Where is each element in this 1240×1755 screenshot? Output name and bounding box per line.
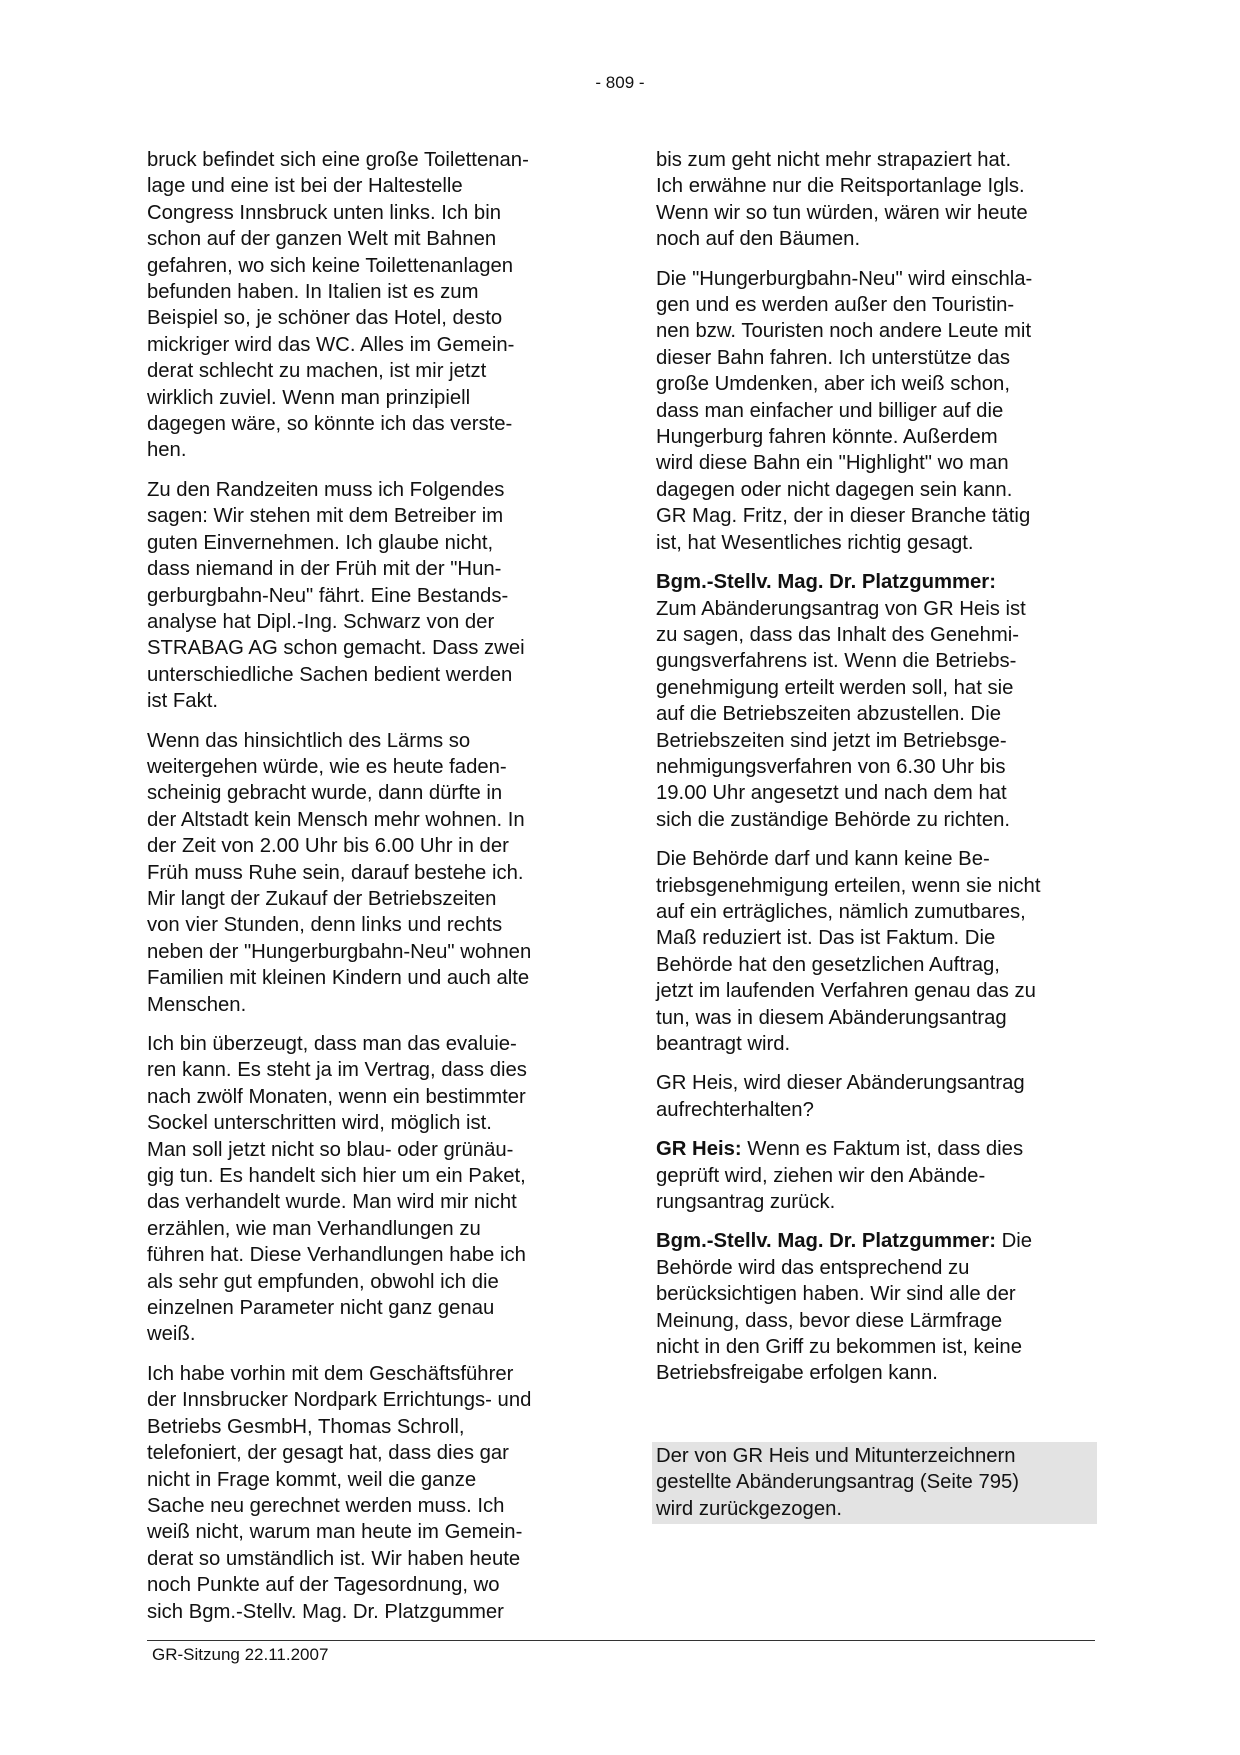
speaker-name: GR Heis: — [656, 1138, 742, 1161]
paragraph: Die Behörde darf und kann keine Be- triebsgenehmigung erteilen, wenn sie nicht auf ein erträgliches, nämlich zumutbares, Maß reduziert ist. Das ist Faktum. Die Behörde hat den gesetzlichen Auftrag, jetzt im laufenden Verfahren genau das zu tun, was in diesem Abänderungsantrag beantragt wird. — [656, 848, 1041, 1055]
speaker-paragraph — [656, 1228, 1101, 1386]
page-number: - 809 - — [595, 73, 645, 92]
speaker-paragraph — [656, 569, 1101, 833]
paragraph: Wenn das hinsichtlich des Lärms so weitergehen würde, wie es heute faden- scheinig gebracht wurde, dann dürfte in der Altstadt kein Mensch mehr wohnen. In der Zeit von 2.00 Uhr bis 6.00 Uhr in der Früh muss Ruhe sein, darauf bestehe ich. Mir langt der Zukauf der Betriebszeiten von vier Stunden, denn links und rechts neben der "Hungerburgbahn-Neu" wohnen Familien mit kleinen Kindern und auch alte Menschen. — [147, 729, 532, 1016]
paragraph: GR Heis, wird dieser Abänderungsantrag aufrechterhalten? — [656, 1072, 1025, 1121]
spacer — [656, 1400, 1101, 1442]
speaker-name: Bgm.-Stellv. Mag. Dr. Platzgummer: — [656, 571, 996, 594]
speech-text: Zum Abänderungsantrag von GR Heis ist zu sagen, dass das Inhalt des Genehmi- gungsverfahrens ist. Wenn die Betriebs- genehmigung erteilt werden soll, hat sie auf die Betriebszeiten abzustellen. Die Betriebszeiten sind jetzt im Betriebsge- nehmigungsverfahren von 6.30 Uhr bis 19.00 Uhr angesetzt und nach dem hat sich die zuständige Behörde zu richten. — [656, 597, 1026, 831]
paragraph: bis zum geht nicht mehr strapaziert hat. Ich erwähne nur die Reitsportanlage Igls. Wenn wir so tun würden, wären wir heute noch auf den Bäumen. — [656, 149, 1028, 251]
paragraph: Die "Hungerburgbahn-Neu" wird einschla- gen und es werden außer den Touristin- nen bzw. Touristen noch andere Leute mit dieser Bahn fahren. Ich unterstütze das große Umdenken, aber ich weiß schon, dass man einfacher und billiger auf die Hungerburg fahren könnte. Außerdem wird diese Bahn ein "Highlight" wo man dagegen oder nicht dagegen sein kann. GR Mag. Fritz, der in dieser Branche tätig ist, hat Wesentliches richtig gesagt. — [656, 267, 1033, 554]
paragraph: bruck befindet sich eine große Toilettenan- lage und eine ist bei der Haltestelle Congress Innsbruck unten links. Ich bin schon auf der ganzen Welt mit Bahnen gefahren, wo sich keine Toilettenanlagen befunden haben. In Italien ist es zum Beispiel so, je schöner das Hotel, desto mickriger wird das WC. Alles im Gemein- derat schlecht zu machen, ist mir jetzt wirklich zuviel. Wenn man prinzipiell dagegen wäre, so könnte ich das verste- hen. — [147, 149, 529, 462]
speaker-paragraph — [656, 1136, 1101, 1215]
footer-text: GR-Sitzung 22.11.2007 — [152, 1645, 329, 1664]
right-column — [656, 147, 1101, 1524]
speech-text: Wenn es Faktum ist, dass dies geprüft wird, ziehen wir den Abände- rungsantrag zurück. — [656, 1138, 1024, 1214]
paragraph: Ich habe vorhin mit dem Geschäftsführer der Innsbrucker Nordpark Errichtungs- und Betriebs GesmbH, Thomas Schroll, telefoniert, der gesagt hat, dass dies gar nicht in Frage kommt, weil die ganze Sache neu gerechnet werden muss. Ich weiß nicht, warum man heute im Gemein- derat so umständlich ist. Wir haben heute noch Punkte auf der Tagesordnung, wo sich Bgm.-Stellv. Mag. Dr. Platzgummer — [147, 1362, 532, 1623]
speaker-name: Bgm.-Stellv. Mag. Dr. Platzgummer: — [656, 1230, 996, 1253]
left-column — [147, 147, 587, 1638]
speech-text: Die Behörde wird das entsprechend zu berücksichtigen haben. Wir sind alle der Meinung, dass, bevor diese Lärmfrage nicht in den Griff zu bekommen ist, keine Betriebsfreigabe erfolgen kann. — [656, 1230, 1033, 1385]
paragraph: Ich bin überzeugt, dass man das evaluie- ren kann. Es steht ja im Vertrag, dass dies nach zwölf Monaten, wenn ein bestimmter Sockel unterschritten wird, möglich ist. Man soll jetzt nicht so blau- oder grünäu- gig tun. Es handelt sich hier um ein Paket, das verhandelt wurde. Man wird mir nicht erzählen, wie man Verhandlungen zu führen hat. Diese Verhandlungen habe ich als sehr gut empfunden, obwohl ich die einzelnen Parameter nicht ganz genau weiß. — [147, 1033, 527, 1346]
paragraph: Zu den Randzeiten muss ich Folgendes sagen: Wir stehen mit dem Betreiber im guten Einvernehmen. Ich glaube nicht, dass niemand in der Früh mit der "Hun- gerburgbahn-Neu" fährt. Eine Bestands- analyse hat Dipl.-Ing. Schwarz von der STRABAG AG schon gemacht. Dass zwei unterschiedliche Sachen bedient werden ist Fakt. — [147, 478, 525, 713]
footer-divider — [147, 1640, 1095, 1641]
resolution-box: Der von GR Heis und Mitunterzeichnern gestellte Abänderungsantrag (Seite 795) wird zurückgezogen. — [652, 1442, 1097, 1524]
